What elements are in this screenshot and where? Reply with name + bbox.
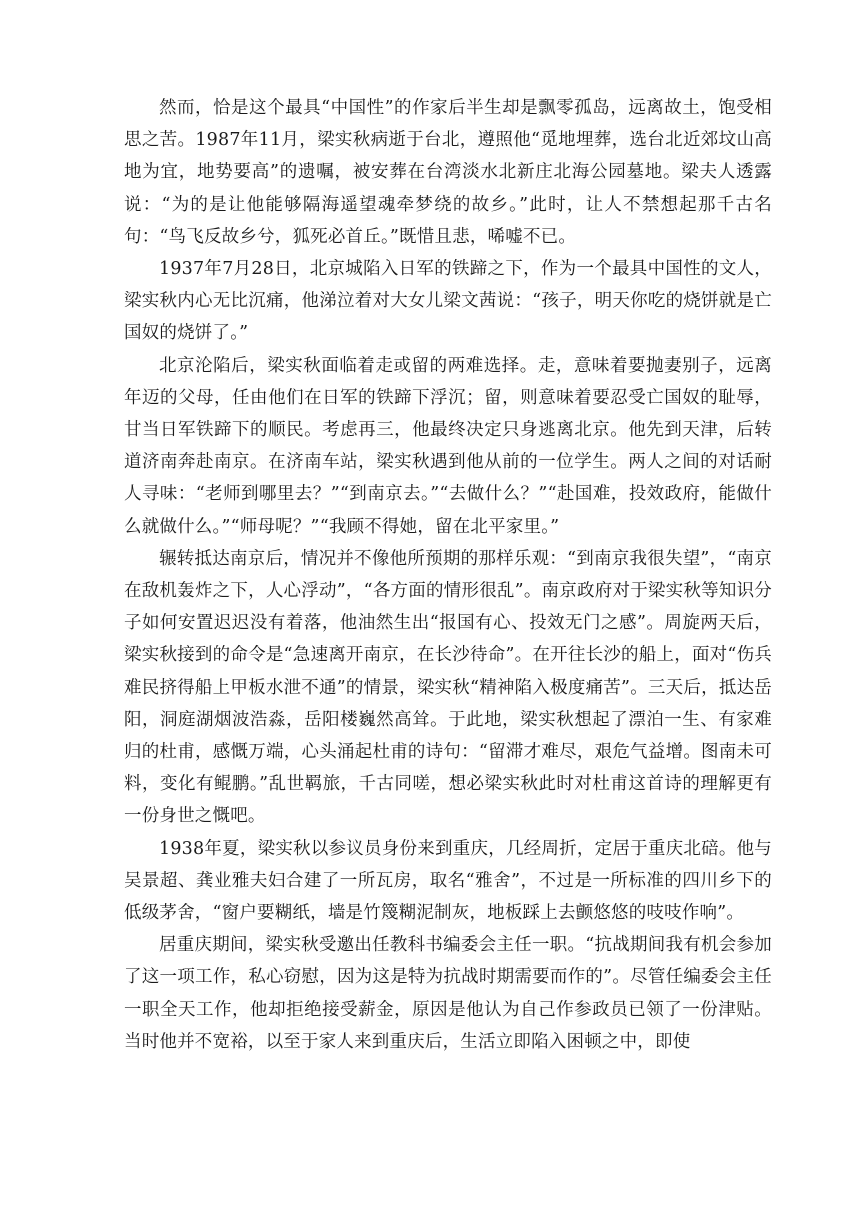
paragraph-1: 然而，恰是这个最具“中国性”的作家后半生却是飘零孤岛，远离故土，饱受相思之苦。1987年11月，梁实秋病逝于台北，遵照他“觅地埋葬，选台北近郊坟山高地为宜，地势要高”的遗嘱，被安葬在台湾淡水北新庄北海公园墓地。梁夫人透露说：“为的是让他能够隔海遥望魂牵梦绕的故乡。”此时，让人不禁想起那千古名句：“鸟飞反故乡兮，狐死必首丘。”既惜且悲，唏嘘不已。 — [124, 98, 772, 247]
paragraph-2: 1937年7月28日，北京城陷入日军的铁蹄之下，作为一个最具中国性的文人，梁实秋内心无比沉痛，他涕泣着对大女儿梁文茜说：“孩子，明天你吃的烧饼就是亡国奴的烧饼了。” — [124, 259, 772, 344]
paragraph-5: 1938年夏，梁实秋以参议员身份来到重庆，几经周折，定居于重庆北碚。他与吴景超、龚业雅夫妇合建了一所瓦房，取名“雅舍”，不过是一所标准的四川乡下的低级茅舍，“窗户要糊纸，墙是竹篾糊泥制灰，地板踩上去颤悠悠的吱吱作响”。 — [124, 838, 772, 924]
document-body — [124, 92, 772, 1058]
paragraph-6: 居重庆期间，梁实秋受邀出任教科书编委会主任一职。“抗战期间我有机会参加了这一项工作，私心窃慰，因为这是特为抗战时期需要而作的”。尽管任编委会主任一职全天工作，他却拒绝接受薪金，原因是他认为自己作参政员已领了一份津贴。当时他并不宽裕，以至于家人来到重庆后，生活立即陷入困顿之中，即使 — [124, 935, 772, 1052]
paragraph-4: 辗转抵达南京后，情况并不像他所预期的那样乐观：“到南京我很失望”，“南京在敌机轰炸之下，人心浮动”，“各方面的情形很乱”。南京政府对于梁实秋等知识分子如何安置迟迟没有着落，他油然生出“报国有心、投效无门之感”。周旋两天后，梁实秋接到的命令是“急速离开南京，在长沙待命”。在开往长沙的船上，面对“伤兵难民挤得船上甲板水泄不通”的情景，梁实秋“精神陷入极度痛苦”。三天后，抵达岳阳，洞庭湖烟波浩淼，岳阳楼巍然高耸。于此地，梁实秋想起了漂泊一生、有家难归的杜甫，感慨万端，心头涌起杜甫的诗句：“留滞才难尽，艰危气益增。图南未可料，变化有鲲鹏。”乱世羁旅，千古同嗟，想必梁实秋此时对杜甫这首诗的理解更有一份身世之慨吧。 — [124, 548, 772, 827]
paragraph-3: 北京沦陷后，梁实秋面临着走或留的两难选择。走，意味着要抛妻别子，远离年迈的父母，任由他们在日军的铁蹄下浮沉；留，则意味着要忍受亡国奴的耻辱，甘当日军铁蹄下的顺民。考虑再三，他最终决定只身逃离北京。他先到天津，后转道济南奔赴南京。在济南车站，梁实秋遇到他从前的一位学生。两人之间的对话耐人寻味：“老师到哪里去？”“到南京去。”“去做什么？”“赴国难，投效政府，能做什么就做什么。”“师母呢？”“我顾不得她，留在北平家里。” — [124, 355, 772, 537]
